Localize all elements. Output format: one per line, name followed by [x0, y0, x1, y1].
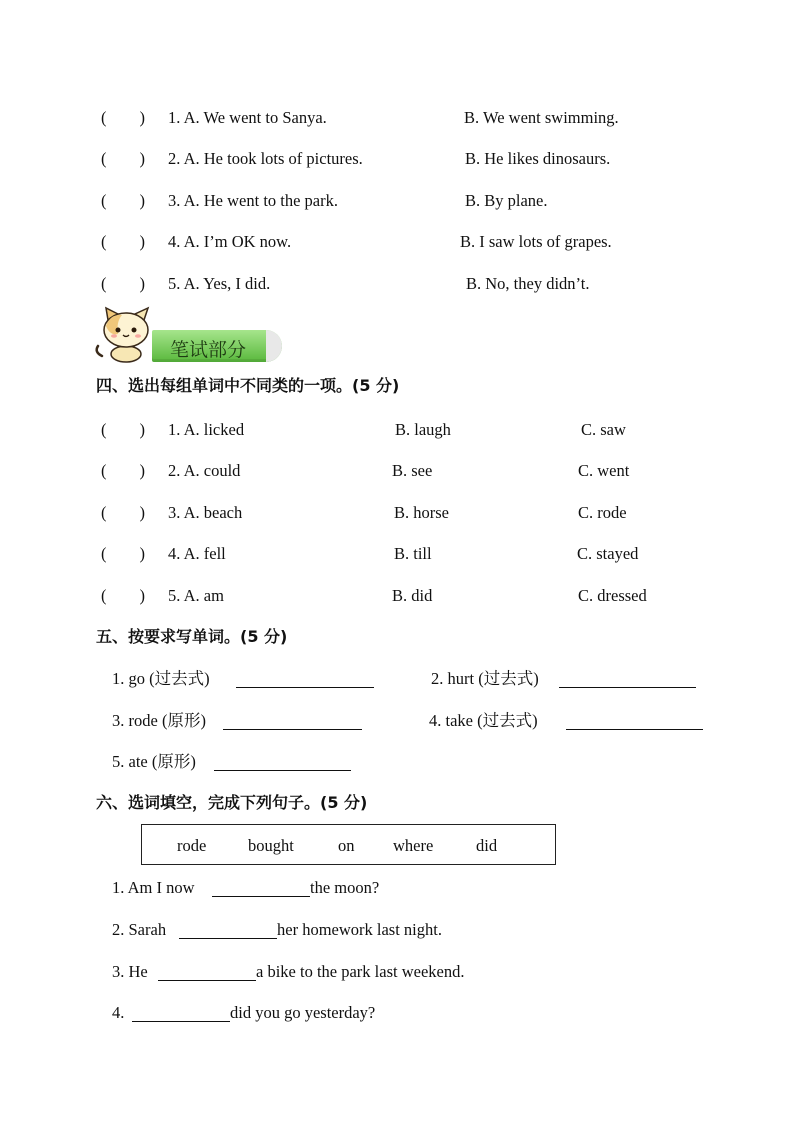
sentence-suffix: did you go yesterday?: [230, 1003, 376, 1022]
option-b: B. We went swimming.: [464, 108, 619, 127]
option-a: 1. A. licked: [168, 420, 245, 439]
word-form-prompt: 2. hurt (过去式): [431, 669, 539, 688]
option-b: B. till: [394, 544, 432, 563]
sentence-suffix: her homework last night.: [277, 920, 442, 939]
option-c: C. dressed: [578, 586, 647, 605]
sentence-suffix: the moon?: [310, 878, 380, 897]
answer-blank[interactable]: [214, 756, 351, 771]
sentence-suffix: a bike to the park last weekend.: [256, 962, 465, 981]
option-c: C. went: [578, 461, 630, 480]
answer-parenthesis[interactable]: ( ): [101, 420, 145, 439]
section-banner: [152, 330, 282, 362]
answer-blank[interactable]: [158, 966, 256, 981]
sentence-prefix: 3. He: [112, 962, 148, 981]
answer-blank[interactable]: [559, 673, 696, 688]
answer-parenthesis[interactable]: ( ): [101, 232, 145, 251]
option-c: C. rode: [578, 503, 627, 522]
option-a: 4. A. I’m OK now.: [168, 232, 292, 251]
option-a: 5. A. am: [168, 586, 224, 605]
section-5-heading: 五、按要求写单词。(5 分): [96, 627, 288, 646]
answer-parenthesis[interactable]: ( ): [101, 108, 145, 127]
section-6-heading: 六、选词填空，完成下列句子。(5 分): [96, 793, 368, 812]
option-a: 2. A. He took lots of pictures.: [168, 149, 363, 168]
answer-parenthesis[interactable]: ( ): [101, 274, 145, 293]
word-bank-item: did: [476, 836, 498, 855]
option-a: 3. A. He went to the park.: [168, 191, 339, 210]
word-bank-item: bought: [248, 836, 294, 855]
option-b: B. By plane.: [465, 191, 548, 210]
answer-blank[interactable]: [566, 715, 703, 730]
banner-tip: [266, 330, 282, 362]
answer-blank[interactable]: [132, 1007, 230, 1022]
word-form-prompt: 4. take (过去式): [429, 711, 538, 730]
option-a: 3. A. beach: [168, 503, 243, 522]
answer-parenthesis[interactable]: ( ): [101, 149, 145, 168]
answer-parenthesis[interactable]: ( ): [101, 586, 145, 605]
option-b: B. He likes dinosaurs.: [465, 149, 611, 168]
sentence-prefix: 2. Sarah: [112, 920, 167, 939]
banner-title: 笔试部分: [169, 339, 246, 361]
option-a: 1. A. We went to Sanya.: [168, 108, 327, 127]
word-bank-box: [141, 824, 556, 865]
answer-parenthesis[interactable]: ( ): [101, 503, 145, 522]
answer-blank[interactable]: [179, 924, 277, 939]
answer-parenthesis[interactable]: ( ): [101, 191, 145, 210]
sentence-prefix: 4.: [112, 1003, 125, 1022]
word-form-prompt: 3. rode (原形): [112, 711, 206, 730]
answer-parenthesis[interactable]: ( ): [101, 544, 145, 563]
option-b: B. horse: [394, 503, 449, 522]
option-a: 4. A. fell: [168, 544, 226, 563]
option-a: 2. A. could: [168, 461, 241, 480]
word-bank-item: where: [393, 836, 434, 855]
word-bank-item: rode: [177, 836, 207, 855]
option-b: B. did: [392, 586, 433, 605]
sentence-prefix: 1. Am I now: [112, 878, 195, 897]
option-b: B. I saw lots of grapes.: [460, 232, 612, 251]
word-form-prompt: 5. ate (原形): [112, 752, 196, 771]
answer-blank[interactable]: [236, 673, 374, 688]
cat-mascot-icon: [94, 306, 160, 364]
answer-blank[interactable]: [212, 882, 310, 897]
answer-parenthesis[interactable]: ( ): [101, 461, 145, 480]
option-b: B. laugh: [395, 420, 451, 439]
option-c: C. saw: [581, 420, 626, 439]
section-4-heading: 四、选出每组单词中不同类的一项。(5 分): [96, 376, 400, 395]
answer-blank[interactable]: [223, 715, 362, 730]
option-b: B. No, they didn’t.: [466, 274, 590, 293]
word-bank-item: on: [338, 836, 355, 855]
option-c: C. stayed: [577, 544, 639, 563]
option-a: 5. A. Yes, I did.: [168, 274, 271, 293]
option-b: B. see: [392, 461, 433, 480]
word-form-prompt: 1. go (过去式): [112, 669, 210, 688]
